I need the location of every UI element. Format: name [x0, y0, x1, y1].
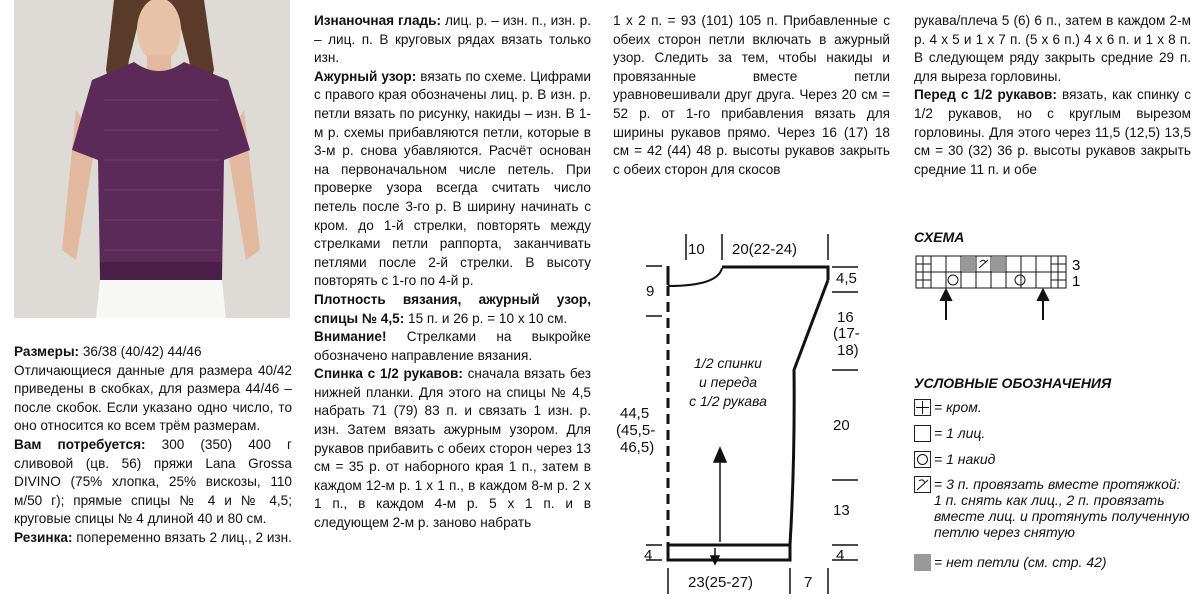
label-left-445a: 44,5 — [620, 405, 650, 422]
pattern-center-line2: и переда — [698, 374, 758, 390]
stitch-chart — [914, 254, 1094, 326]
column-1 — [14, 343, 292, 548]
lace-label: Ажурный узор: — [314, 68, 417, 84]
label-left-4: 4 — [644, 547, 653, 564]
label-right-16b: (17- — [833, 325, 860, 342]
chart-nostitch-cell — [961, 257, 975, 271]
legend-knit-text: = 1 лиц. — [934, 425, 986, 441]
materials-label: Вам потребуется: — [14, 436, 146, 452]
label-right-20: 20 — [833, 417, 850, 434]
front-value: вязать, как спинку с 1/2 рукавов, но с круглым вырезом горловины. Для этого через 11,5 (12,5) 13,5 см = 30 (32) 36 р. высоты рукавов закрыть средние 11 п. и обе — [914, 87, 1191, 177]
front-label: Перед с 1/2 рукавов: — [914, 87, 1057, 103]
lace-value: вязать по схеме. Цифрами с правого края обозначены лиц. р. В изн. р. петли вязать по рисунку, накиды – изн. В 1-м р. схемы прибавляются петли, которые в 3-м р. снова убавляются. Расчёт основан на первоначальном числе петель. При проверке узора всегда считать число петель после 3-го р. В ширину начинать с кром. до 1-й стрелки, повторять между стрелками петли раппорта, заканчивать петлями после 2-й стрелки. В высоту повторять с 1-го по 4-й р. — [314, 68, 592, 289]
knit-stitch-icon — [914, 425, 931, 442]
column-3 — [613, 12, 890, 179]
pattern-shoulder — [722, 267, 828, 280]
legend-title: УСЛОВНЫЕ ОБОЗНАЧЕНИЯ — [914, 375, 1112, 391]
back-label: Спинка с 1/2 рукавов: — [314, 366, 463, 382]
pattern-sleeve-edge — [790, 280, 828, 545]
chart-row-1: 1 — [1072, 273, 1081, 290]
legend-dec3-text: = 3 п. провязать вместе протяжкой: 1 п. снять как лиц., 2 п. провязать вместе лиц. и протянуть полученную петлю через снятую — [934, 476, 1190, 540]
rib-label: Резинка: — [14, 529, 73, 545]
attention-value: Стрелками на выкройке обозначено направление вязания. — [314, 329, 591, 363]
label-right-13: 13 — [833, 502, 850, 519]
legend-nostitch — [914, 554, 1107, 571]
label-right-45: 4,5 — [836, 270, 857, 287]
purl-value: лиц. р. – изн. п., изн. р. – лиц. п. В круговых рядах вязать только изн. — [314, 13, 591, 66]
label-left-9: 9 — [646, 283, 655, 300]
label-right-16c: 18) — [837, 342, 859, 359]
model-photo-illustration — [14, 0, 290, 318]
label-left-445b: (45,5- — [616, 422, 656, 439]
rib-value: попеременно вязать 2 лиц., 2 изн. — [72, 529, 292, 545]
sizes-label: Размеры: — [14, 344, 80, 359]
hem-arrowhead — [711, 556, 719, 564]
chart-nostitch-cell — [991, 257, 1005, 271]
attention-label: Внимание! — [314, 329, 387, 345]
column-3-text: 1 х 2 п. = 93 (101) 105 п. Прибавленные с обеих сторон петли включать в ажурный узор. Следить за тем, чтобы накиды и провязанные вместе петли уравновешивали друг друга. Через 20 см = 52 р. от 1-го прибавления вязать для ширины рукавов прямо. Через 16 (17) 18 см = 42 (44) 48 р. высоты рукавов закрыть с обеих сторон для скосов — [613, 13, 890, 177]
gauge-value: 15 п. и 26 р. = 10 х 10 см. — [404, 310, 568, 326]
column-4 — [914, 12, 1191, 179]
sizes-value: 36/38 (40/42) 44/46 — [79, 344, 202, 359]
no-stitch-icon — [914, 554, 931, 571]
pattern-hem — [668, 545, 790, 560]
scheme-title: СХЕМА — [914, 229, 965, 245]
legend-edge — [914, 399, 982, 416]
knit-direction-arrowhead — [714, 448, 726, 462]
chart-row-3: 3 — [1072, 257, 1081, 274]
column-4-text: рукава/плеча 5 (6) 6 п., затем в каждом 2-м р. 4 х 5 и 1 х 7 п. (5 х 6 п.) 4 х 6 п. и 1 х 8 п. В следующем ряду закрыть средние 29 п. для выреза горловины. — [914, 13, 1191, 84]
label-right-4: 4 — [836, 547, 845, 564]
legend-yo — [914, 451, 995, 468]
label-bottom-23: 23(25-27) — [688, 574, 754, 591]
legend-nostitch-text: = нет петли (см. стр. 42) — [934, 554, 1107, 570]
label-right-16a: 16 — [837, 309, 854, 326]
pattern-neck-curve — [668, 268, 722, 286]
materials-value: 300 (350) 400 г сливовой (цв. 56) пряжи Lana Grossa DIVINO (75% хлопка, 25% вискозы, 110 м/50 г); прямые спицы № 4 и № 4,5; круговые спицы № 4 длиной 40 и 80 см. — [14, 436, 292, 527]
legend-dec3 — [914, 476, 1190, 540]
pattern-diagram — [600, 230, 900, 599]
legend-yo-text: = 1 накид — [934, 451, 996, 467]
legend-knit — [914, 425, 985, 442]
yarn-over-icon — [914, 451, 931, 468]
label-left-445c: 46,5) — [620, 439, 655, 456]
label-top-20: 20(22-24) — [732, 241, 798, 258]
edge-stitch-icon — [914, 399, 931, 416]
sizes-note: Отличающиеся данные для размера 40/42 приведены в скобках, для размера 44/46 – после скобок. Если указано одно число, то оно относится ко всем трём размерам. — [14, 362, 292, 434]
purl-label: Изнаночная гладь: — [314, 13, 442, 28]
pattern-center-line1: 1/2 спинки — [694, 355, 762, 371]
pattern-center-line3: с 1/2 рукава — [689, 393, 767, 409]
gauge-label: Плотность вязания, ажурный узор, спицы № 4,5: — [314, 291, 591, 326]
label-bottom-7: 7 — [804, 574, 813, 591]
column-2 — [314, 12, 591, 533]
model-photo — [14, 0, 290, 318]
decrease-3-icon — [914, 476, 931, 493]
label-top-10: 10 — [688, 241, 705, 258]
legend-edge-text: = кром. — [934, 399, 982, 415]
back-value: сначала вязать без нижней планки. Для этого на спицы № 4,5 набрать 71 (79) 83 п. и связать 1 изн. р. изн. Затем вязать ажурным узором. Для рукавов прибавить с обеих сторон через 13 см = 35 р. от наборного края 1 п., затем в каждом 12-м р. 1 х 1 п., в каждом 8-м р. 2 х 1 п., в каждом 4-м р. 5 х 1 п. и в следующем 2-м р. заново набрать — [314, 366, 591, 531]
